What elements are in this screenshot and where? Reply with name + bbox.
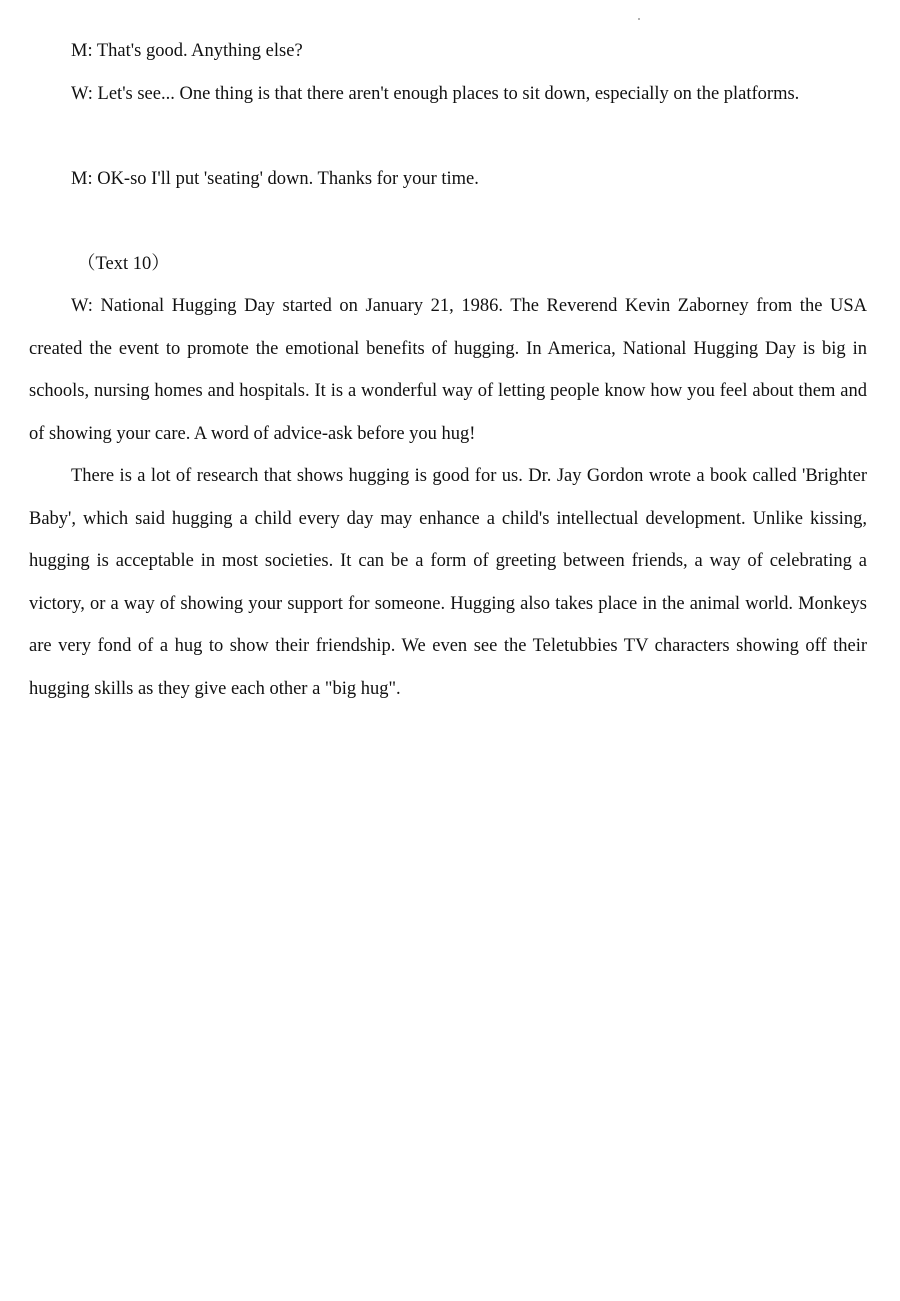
dialogue-line-ok-so: M: OK-so I'll put 'seating' down. Thanks for your time. — [71, 169, 479, 189]
dialogue-line-lets-see: W: Let's see... One thing is that there aren't enough places to sit down, especially on the platforms. — [71, 84, 800, 104]
section-heading-text-10: （Text 10） — [77, 254, 170, 274]
dialogue-line-anything-else: M: That's good. Anything else? — [71, 41, 303, 61]
paragraph-hugging-research: There is a lot of research that shows hugging is good for us. Dr. Jay Gordon wrote a book called 'Brighter Baby', which said hugging a child every day may enhance a child's intellectual development. Unlike kissing, hugging is acceptable in most societies. It can be a form of greeting between friends, a way of celebrating a victory, or a way of showing your support for someone. Hugging also takes place in the animal world. Monkeys are very fond of a hug to show their friendship. We even see the Teletubbies TV characters showing off their hugging skills as they give each other a "big hug". — [29, 466, 867, 699]
scan-speck — [638, 18, 640, 20]
paragraph-hugging-day: W: National Hugging Day started on January 21, 1986. The Reverend Kevin Zaborney from the USA created the event to promote the emotional benefits of hugging. In America, National Hugging Day is big in schools, nursing homes and hospitals. It is a wonderful way of letting people know how you feel about them and of showing your care. A word of advice-ask before you hug! — [29, 296, 867, 444]
